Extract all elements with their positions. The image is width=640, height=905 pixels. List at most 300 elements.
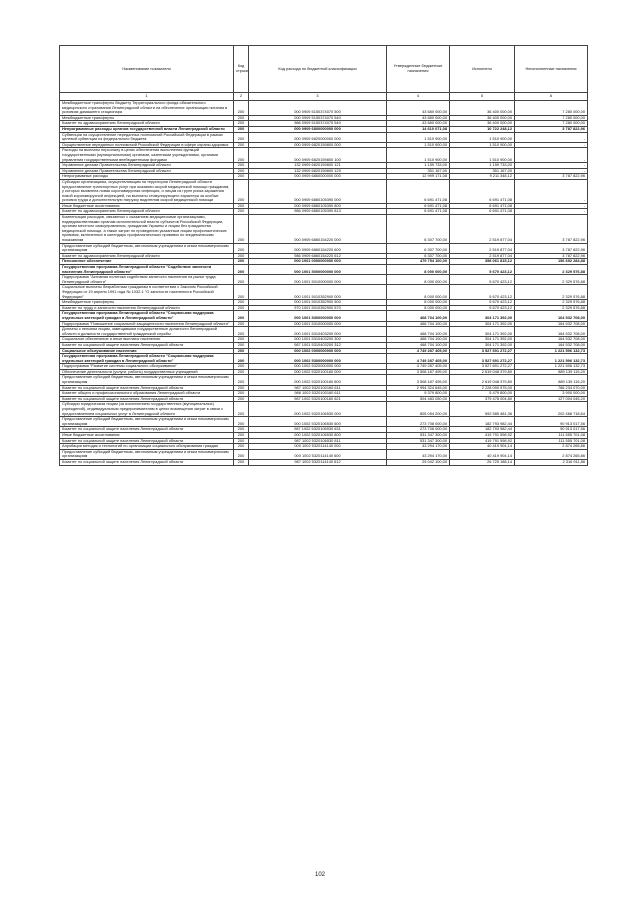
table-row xyxy=(60,168,588,174)
header-classification: Код расхода по бюджетной классификации xyxy=(249,46,387,93)
cell-unexecuted: 164 532 708,00 xyxy=(515,327,588,337)
cell-unexecuted: 3 787 822,96 xyxy=(515,215,588,244)
cell-classification: 000 1002 5320114140 000 xyxy=(249,444,387,450)
table-row xyxy=(60,209,588,215)
cell-classification: 987 1002 5320106530 811 xyxy=(249,438,387,444)
cell-name: Осуществление переданных полномочий Российской Федерации в сфере охраны здоровья xyxy=(60,142,234,148)
cell-unexecuted: 1 221 596 132,73 xyxy=(515,348,588,354)
cell-unexecuted: 7 280 000,00 xyxy=(515,121,588,127)
cell-unexecuted: - xyxy=(515,132,588,142)
cell-approved: 351 167,00 xyxy=(387,168,450,174)
table-row xyxy=(60,391,588,397)
table-body xyxy=(60,101,588,466)
cell-classification: 000 1001 5010352900 500 xyxy=(249,300,387,306)
cell-unexecuted: 766 234 070,00 xyxy=(515,385,588,391)
cell-approved: 4 749 287 405,00 xyxy=(387,364,450,370)
cell-code: 200 xyxy=(234,311,249,321)
cell-classification: 000 1001 5000000000 000 xyxy=(249,265,387,275)
cell-classification: 000 0909 5150374070 540 xyxy=(249,115,387,121)
cell-executed: 379 478 004,80 xyxy=(450,396,515,402)
cell-code: 200 xyxy=(234,243,249,253)
table-row xyxy=(60,369,588,375)
cell-name: Комитет по социальной защите населения Ленинградской области xyxy=(60,427,234,433)
header-row xyxy=(60,46,588,93)
cell-executed: 36 400 000,00 xyxy=(450,101,515,116)
cell-classification: 000 1002 5320114140 600 xyxy=(249,449,387,459)
cell-unexecuted: - xyxy=(515,148,588,163)
cell-code: 200 xyxy=(234,265,249,275)
cell-name: Апробация методик и технологий по организации социального обслуживания граждан xyxy=(60,444,234,450)
cell-code: 200 xyxy=(234,253,249,259)
cell-unexecuted: 889 139 115,20 xyxy=(515,369,588,375)
column-number: 5 xyxy=(450,93,515,101)
cell-classification: 000 1001 5010352900 000 xyxy=(249,285,387,300)
cell-classification: 986 1002 5320100160 611 xyxy=(249,391,387,397)
cell-classification: 000 0909 6820159800 100 xyxy=(249,148,387,163)
cell-unexecuted: 3 787 822,96 xyxy=(515,174,588,180)
cell-approved: 29 042 100,00 xyxy=(387,459,450,465)
cell-name: Комитет по здравоохранению Ленинградской области xyxy=(60,121,234,127)
table-row xyxy=(60,142,588,148)
cell-executed: 5 670 423,12 xyxy=(450,300,515,306)
cell-classification: 000 1001 5300000000 000 xyxy=(249,311,387,321)
cell-name: Межбюджетные трансферты xyxy=(60,300,234,306)
cell-code: 200 xyxy=(234,168,249,174)
table-row xyxy=(60,311,588,321)
cell-name: Управление делами Правительства Ленинградской области xyxy=(60,168,234,174)
cell-approved: 8 000 000,00 xyxy=(387,265,450,275)
table-row xyxy=(60,243,588,253)
cell-unexecuted: - xyxy=(515,179,588,203)
cell-approved: 1 510 900,00 xyxy=(387,142,450,148)
table-row xyxy=(60,321,588,327)
cell-executed: 304 171 392,00 xyxy=(450,337,515,343)
cell-classification: 132 0909 6820159800 129 xyxy=(249,168,387,174)
cell-executed: 36 400 000,00 xyxy=(450,115,515,121)
cell-unexecuted: 164 532 708,00 xyxy=(515,337,588,343)
cell-name: Компенсация расходов, связанных с оказанием медицинскими организациями, подведомственными органам исполнительной власти субъектов Российской Федерации, органам местного самоуправления, гражданам Украины и лицам без гражданства медицинской помощи, а также затрат по проведению указанным лицам профилактических прививок, включенных в календарь профилактических прививок по эпидемическим показаниям xyxy=(60,215,234,244)
cell-unexecuted: - xyxy=(515,209,588,215)
cell-executed: 10 722 248,12 xyxy=(450,126,515,132)
cell-classification: 000 0909 6860105390 000 xyxy=(249,179,387,203)
cell-classification: 000 1001 5010000000 000 xyxy=(249,275,387,285)
cell-classification: 000 1002 5300000000 000 xyxy=(249,354,387,364)
header-approved: Утвержденные бюджетные назначения xyxy=(387,46,450,93)
cell-executed: 358 061 815,12 xyxy=(450,259,515,265)
cell-executed: 304 171 392,00 xyxy=(450,327,515,337)
cell-name: Подпрограмма "Активная политика содействия занятости населения на рынке труда Ленинградской области" xyxy=(60,275,234,285)
cell-name: Предоставление субсидий бюджетным, автономным учреждениям и иным некоммерческим организациям xyxy=(60,417,234,427)
cell-code: 200 xyxy=(234,369,249,375)
cell-approved: 6 691 471,08 xyxy=(387,179,450,203)
table-row xyxy=(60,402,588,417)
cell-code: 200 xyxy=(234,459,249,465)
table-row xyxy=(60,327,588,337)
table-row xyxy=(60,253,588,259)
budget-execution-table xyxy=(59,45,588,466)
cell-code: 200 xyxy=(234,115,249,121)
cell-classification: 132 0909 6820159800 121 xyxy=(249,163,387,169)
table-row xyxy=(60,148,588,163)
table-row xyxy=(60,265,588,275)
cell-approved: 4 749 287 405,00 xyxy=(387,354,450,364)
cell-name: Межбюджетные трансферты бюджету Территориального фонда обязательного медицинского страхования Ленинградской области на обеспечение организации питания в условиях домашнего стационара xyxy=(60,101,234,116)
cell-executed: 2 519 877,04 xyxy=(450,253,515,259)
cell-classification: 000 0909 6860000000 000 xyxy=(249,174,387,180)
table-row xyxy=(60,375,588,385)
cell-classification: 987 1002 5320106530 631 xyxy=(249,427,387,433)
cell-approved: 468 704 100,00 xyxy=(387,311,450,321)
cell-classification: 986 0909 5150374070 540 xyxy=(249,121,387,127)
budget-execution-table-sheet xyxy=(59,45,587,466)
cell-approved: 468 704 100,00 xyxy=(387,327,450,337)
cell-executed: 304 171 392,00 xyxy=(450,342,515,348)
table-row xyxy=(60,438,588,444)
table-row xyxy=(60,459,588,465)
cell-classification: 986 0909 6860105390 813 xyxy=(249,209,387,215)
cell-name: Субсидии юридическим лицам (за исключением государственных (муниципальных) учреждений), индивидуальным предпринимателям в целях возмещения затрат в связи с предоставлением социальных услуг в Ленинградской области xyxy=(60,402,234,417)
cell-code: 200 xyxy=(234,449,249,459)
cell-classification: 000 0909 6820000000 000 xyxy=(249,132,387,142)
cell-classification: 970 1001 5010352900 570 xyxy=(249,305,387,311)
cell-code: 200 xyxy=(234,203,249,209)
cell-code: 200 xyxy=(234,259,249,265)
cell-name: Подпрограмма "Развитие системы социального обслуживания" xyxy=(60,364,234,370)
cell-code: 200 xyxy=(234,396,249,402)
cell-unexecuted: 1 221 596 132,73 xyxy=(515,354,588,364)
cell-unexecuted: 7 280 000,00 xyxy=(515,101,588,116)
cell-classification: 000 1002 5320106530 600 xyxy=(249,417,387,427)
table-row xyxy=(60,121,588,127)
cell-name: Расходы на выплаты персоналу в целях обеспечения выполнения функций государственными (муниципальными) органами, казенными учреждениями, органами управления государственными внебюджетными фондами xyxy=(60,148,234,163)
cell-executed: 1 510 900,00 xyxy=(450,148,515,163)
table-row xyxy=(60,275,588,285)
cell-unexecuted: 164 532 708,00 xyxy=(515,342,588,348)
cell-executed: 5 670 423,12 xyxy=(450,275,515,285)
cell-classification: 000 1001 5310000000 000 xyxy=(249,321,387,327)
cell-name: Государственная программа Ленинградской области "Социальная поддержка отдельных категорий граждан в Ленинградской области" xyxy=(60,354,234,364)
cell-executed: 40 419 904,14 xyxy=(450,449,515,459)
cell-name: Социальные выплаты безработным гражданам в соответствии с Законом Российской Федерации от 19 апреля 1991 года № 1032-1 "О занятости населения в Российской Федерации" xyxy=(60,285,234,300)
cell-classification: 987 1002 5320114140 612 xyxy=(249,459,387,465)
cell-code: 200 xyxy=(234,438,249,444)
cell-name: Предоставление субсидий бюджетным, автономным учреждениям и иным некоммерческим организациям xyxy=(60,243,234,253)
cell-classification: 000 0909 6800000000 000 xyxy=(249,126,387,132)
cell-name: Пенсионное обеспечение xyxy=(60,259,234,265)
cell-executed: 6 691 471,08 xyxy=(450,209,515,215)
table-row xyxy=(60,342,588,348)
column-number: 3 xyxy=(249,93,387,101)
cell-classification: 000 1002 5320106530 800 xyxy=(249,433,387,439)
cell-code: 200 xyxy=(234,285,249,300)
cell-name: Управление делами Правительства Ленинградской области xyxy=(60,163,234,169)
page-number: 102 xyxy=(314,872,325,878)
cell-approved: 8 000 000,00 xyxy=(387,305,450,311)
cell-executed: 592 585 481,36 xyxy=(450,402,515,417)
cell-unexecuted: 2 329 576,88 xyxy=(515,265,588,275)
cell-executed: 5 479 800,00 xyxy=(450,391,515,397)
cell-executed: 5 670 423,12 xyxy=(450,285,515,300)
cell-approved: 1 159 733,00 xyxy=(387,163,450,169)
cell-classification: 987 1002 5320100160 611 xyxy=(249,385,387,391)
cell-unexecuted: 164 532 708,00 xyxy=(515,311,588,321)
cell-executed: 3 527 691 272,27 xyxy=(450,348,515,354)
cell-code: 200 xyxy=(234,179,249,203)
cell-code: 200 xyxy=(234,121,249,127)
cell-name: Комитет по труду и занятости населения Ленинградской области xyxy=(60,305,234,311)
cell-name: Непрограммные расходы органов государственной власти Ленинградской области xyxy=(60,126,234,132)
table-row xyxy=(60,449,588,459)
cell-approved: 12 999 171,08 xyxy=(387,174,450,180)
cell-name: Комитет по социальной защите населения Ленинградской области xyxy=(60,385,234,391)
cell-code: 200 xyxy=(234,174,249,180)
cell-code: 200 xyxy=(234,148,249,163)
cell-executed: 5 670 423,12 xyxy=(450,305,515,311)
cell-executed: 2 619 048 379,80 xyxy=(450,369,515,375)
cell-unexecuted: - xyxy=(515,168,588,174)
cell-code: 200 xyxy=(234,327,249,337)
cell-executed: 5 670 423,12 xyxy=(450,265,515,275)
cell-code: 200 xyxy=(234,385,249,391)
cell-approved: 479 754 100,00 xyxy=(387,259,450,265)
cell-executed: 1 510 900,00 xyxy=(450,142,515,148)
cell-approved: 3 508 187 495,00 xyxy=(387,375,450,385)
cell-unexecuted: 156 692 284,88 xyxy=(515,259,588,265)
cell-code: 200 xyxy=(234,101,249,116)
cell-executed: 6 691 471,08 xyxy=(450,179,515,203)
cell-approved: 273 708 000,00 xyxy=(387,417,450,427)
cell-approved: 4 749 287 405,00 xyxy=(387,348,450,354)
cell-approved: 468 704 100,00 xyxy=(387,342,450,348)
cell-classification: 000 1001 0000000000 000 xyxy=(249,259,387,265)
column-number: 1 xyxy=(60,93,234,101)
cell-approved: 531 347 300,00 xyxy=(387,438,450,444)
cell-executed: 36 400 000,00 xyxy=(450,121,515,127)
cell-name: Социальное обеспечение и иные выплаты населению xyxy=(60,337,234,343)
header-name: Наименование показателя xyxy=(60,46,234,93)
cell-unexecuted: 2 329 576,88 xyxy=(515,275,588,285)
table-row xyxy=(60,215,588,244)
cell-code: 200 xyxy=(234,375,249,385)
cell-classification: 000 1002 0000000000 000 xyxy=(249,348,387,354)
cell-approved: 1 510 900,00 xyxy=(387,132,450,142)
cell-unexecuted: - xyxy=(515,163,588,169)
cell-executed: 182 793 982,44 xyxy=(450,427,515,433)
cell-executed: 419 791 598,92 xyxy=(450,438,515,444)
cell-unexecuted: 127 004 045,20 xyxy=(515,396,588,402)
cell-classification: 986 0909 6860154220 612 xyxy=(249,253,387,259)
cell-approved: 43 680 000,00 xyxy=(387,115,450,121)
cell-approved: 6 307 700,00 xyxy=(387,253,450,259)
cell-classification: 987 1001 5310403200 312 xyxy=(249,342,387,348)
column-number: 6 xyxy=(515,93,588,101)
cell-executed: 40 419 904,14 xyxy=(450,444,515,450)
cell-name: Комитет по социальной защите населения Ленинградской области xyxy=(60,396,234,402)
cell-approved: 3 508 187 495,00 xyxy=(387,369,450,375)
table-row xyxy=(60,417,588,427)
cell-name: Непрограммные расходы xyxy=(60,174,234,180)
cell-approved: 43 294 170,00 xyxy=(387,449,450,459)
cell-code: 200 xyxy=(234,444,249,450)
cell-executed: 2 519 877,04 xyxy=(450,215,515,244)
cell-unexecuted: 2 329 576,88 xyxy=(515,285,588,300)
table-row xyxy=(60,364,588,370)
cell-unexecuted: - xyxy=(515,203,588,209)
cell-approved: 8 000 000,00 xyxy=(387,275,450,285)
cell-executed: 3 527 691 272,27 xyxy=(450,354,515,364)
cell-approved: 6 307 700,00 xyxy=(387,215,450,244)
column-number-row xyxy=(60,93,588,101)
cell-approved: 6 691 471,08 xyxy=(387,203,450,209)
cell-classification: 000 0909 6820159800 000 xyxy=(249,142,387,148)
cell-code: 200 xyxy=(234,209,249,215)
cell-name: Комитет по здравоохранению Ленинградской области xyxy=(60,209,234,215)
cell-executed: 2 228 090 575,00 xyxy=(450,385,515,391)
table-row xyxy=(60,132,588,142)
cell-approved: 43 680 000,00 xyxy=(387,101,450,116)
cell-classification: 000 1001 5310403200 300 xyxy=(249,337,387,343)
header-code: Код строки xyxy=(234,46,249,93)
cell-code: 200 xyxy=(234,305,249,311)
cell-unexecuted: 3 787 822,96 xyxy=(515,126,588,132)
cell-executed: 351 167,00 xyxy=(450,168,515,174)
cell-name: Иные бюджетные ассигнования xyxy=(60,203,234,209)
header-unexecuted: Неисполненные назначения xyxy=(515,46,588,93)
cell-code: 200 xyxy=(234,433,249,439)
cell-approved: 8 000 000,00 xyxy=(387,285,450,300)
cell-approved: 6 307 700,00 xyxy=(387,243,450,253)
cell-name: Межбюджетные трансферты xyxy=(60,115,234,121)
cell-name: Государственная программа Ленинградской области "Социальная поддержка отдельных категорий граждан в Ленинградской области" xyxy=(60,311,234,321)
cell-name: Предоставление субсидий бюджетным, автономным учреждениям и иным некоммерческим организациям xyxy=(60,375,234,385)
cell-unexecuted: 3 787 822,96 xyxy=(515,243,588,253)
table-row xyxy=(60,179,588,203)
cell-unexecuted: 3 787 822,96 xyxy=(515,253,588,259)
cell-classification: 000 0909 6860154220 000 xyxy=(249,215,387,244)
cell-executed: 182 793 982,44 xyxy=(450,417,515,427)
cell-unexecuted: 2 874 265,86 xyxy=(515,444,588,450)
cell-code: 200 xyxy=(234,354,249,364)
cell-unexecuted: 2 329 576,88 xyxy=(515,305,588,311)
cell-approved: 273 708 000,00 xyxy=(387,427,450,433)
cell-classification: 000 1002 5320100160 600 xyxy=(249,375,387,385)
cell-approved: 468 704 100,00 xyxy=(387,321,450,327)
cell-classification: 000 0909 5150374070 500 xyxy=(249,101,387,116)
cell-unexecuted: 2 329 576,88 xyxy=(515,300,588,306)
cell-approved: 8 000 000,00 xyxy=(387,300,450,306)
cell-name: Подпрограмма "Повышение социальной защищенности населения Ленинградской области" xyxy=(60,321,234,327)
cell-unexecuted: 90 913 017,56 xyxy=(515,427,588,433)
table-row xyxy=(60,163,588,169)
cell-code: 200 xyxy=(234,391,249,397)
cell-code: 200 xyxy=(234,364,249,370)
cell-approved: 43 680 000,00 xyxy=(387,121,450,127)
cell-code: 200 xyxy=(234,132,249,142)
table-row xyxy=(60,285,588,300)
cell-executed: 1 159 733,00 xyxy=(450,163,515,169)
cell-approved: 6 691 471,08 xyxy=(387,209,450,215)
cell-code: 200 xyxy=(234,275,249,285)
cell-unexecuted: 90 913 017,56 xyxy=(515,417,588,427)
cell-name: Комитет по здравоохранению Ленинградской области xyxy=(60,253,234,259)
column-number: 2 xyxy=(234,93,249,101)
cell-executed: 2 519 877,04 xyxy=(450,243,515,253)
cell-approved: 531 347 300,00 xyxy=(387,433,450,439)
cell-name: Обеспечение деятельности (услуги, работы) государственных учреждений xyxy=(60,369,234,375)
cell-code: 200 xyxy=(234,142,249,148)
cell-unexecuted: 3 900 000,00 xyxy=(515,391,588,397)
table-row xyxy=(60,427,588,433)
cell-unexecuted: 889 139 115,20 xyxy=(515,375,588,385)
column-number: 4 xyxy=(387,93,450,101)
cell-name: Предоставление субсидий бюджетным, автономным учреждениям и иным некоммерческим организациям xyxy=(60,449,234,459)
cell-approved: 9 379 800,00 xyxy=(387,391,450,397)
cell-code: 200 xyxy=(234,337,249,343)
cell-approved: 504 483 050,00 xyxy=(387,396,450,402)
cell-classification: 987 1002 5320100160 621 xyxy=(249,396,387,402)
cell-approved: 1 510 900,00 xyxy=(387,148,450,163)
cell-executed: 9 211 348,12 xyxy=(450,174,515,180)
cell-name: Государственная программа Ленинградской области "Содействие занятости населения Ленинградской области" xyxy=(60,265,234,275)
cell-name: Доплаты к пенсиям лицам, замещавшим государственные должности Ленинградской области и должности государственной гражданской службы xyxy=(60,327,234,337)
cell-approved: 2 994 324 645,00 xyxy=(387,385,450,391)
cell-code: 200 xyxy=(234,300,249,306)
cell-name: Субсидии организациям, осуществляющим на территории Ленинградской области предоставление транспортных услуг при оказании скорой медицинской помощи гражданам, у которых выявлена новая коронавирусная инфекция, и лицам из групп риска заражения новой коронавирусной инфекцией, на выплаты стимулирующего характера за особые условия труда и дополнительную нагрузку водителям скорой медицинской помощи xyxy=(60,179,234,203)
cell-code: 200 xyxy=(234,348,249,354)
cell-name: Иные бюджетные ассигнования xyxy=(60,433,234,439)
cell-code: 200 xyxy=(234,417,249,427)
cell-name: Комитет по социальной защите населения Ленинградской области xyxy=(60,459,234,465)
cell-code: 200 xyxy=(234,342,249,348)
cell-executed: 304 171 392,00 xyxy=(450,321,515,327)
cell-code: 200 xyxy=(234,321,249,327)
table-row xyxy=(60,354,588,364)
cell-unexecuted: 2 874 265,86 xyxy=(515,449,588,459)
cell-approved: 805 054 200,00 xyxy=(387,402,450,417)
cell-classification: 000 1002 5320106530 000 xyxy=(249,402,387,417)
cell-unexecuted: 111 555 701,08 xyxy=(515,433,588,439)
cell-name: Комитет по социальной защите населения Ленинградской области xyxy=(60,342,234,348)
cell-code: 200 xyxy=(234,163,249,169)
cell-unexecuted: 111 555 701,08 xyxy=(515,438,588,444)
cell-name: Комитет по социальной защите населения Ленинградской области xyxy=(60,438,234,444)
cell-name: Комитет общего и профессионального образования Ленинградской области xyxy=(60,391,234,397)
header-executed: Исполнено xyxy=(450,46,515,93)
cell-executed: 3 527 691 272,27 xyxy=(450,364,515,370)
cell-unexecuted: 2 316 911,86 xyxy=(515,459,588,465)
cell-code: 200 xyxy=(234,427,249,433)
cell-code: 200 xyxy=(234,126,249,132)
cell-code: 200 xyxy=(234,402,249,417)
table-row xyxy=(60,396,588,402)
table-row xyxy=(60,385,588,391)
table-row xyxy=(60,444,588,450)
cell-unexecuted: 7 280 000,00 xyxy=(515,115,588,121)
cell-executed: 419 791 598,92 xyxy=(450,433,515,439)
cell-approved: 468 704 100,00 xyxy=(387,337,450,343)
cell-executed: 6 691 471,08 xyxy=(450,203,515,209)
cell-unexecuted: - xyxy=(515,142,588,148)
cell-executed: 2 619 048 379,80 xyxy=(450,375,515,385)
cell-classification: 000 0909 6860105390 800 xyxy=(249,203,387,209)
table-row xyxy=(60,101,588,116)
cell-unexecuted: 164 532 708,00 xyxy=(515,321,588,327)
cell-name: Субвенции на осуществление переданных полномочий Российской Федерации в рамках целевой субвенции из федерального бюджета xyxy=(60,132,234,142)
table-row xyxy=(60,126,588,132)
cell-classification: 000 1002 5320000000 000 xyxy=(249,364,387,370)
cell-executed: 304 171 392,00 xyxy=(450,311,515,321)
cell-approved: 14 610 071,08 xyxy=(387,126,450,132)
